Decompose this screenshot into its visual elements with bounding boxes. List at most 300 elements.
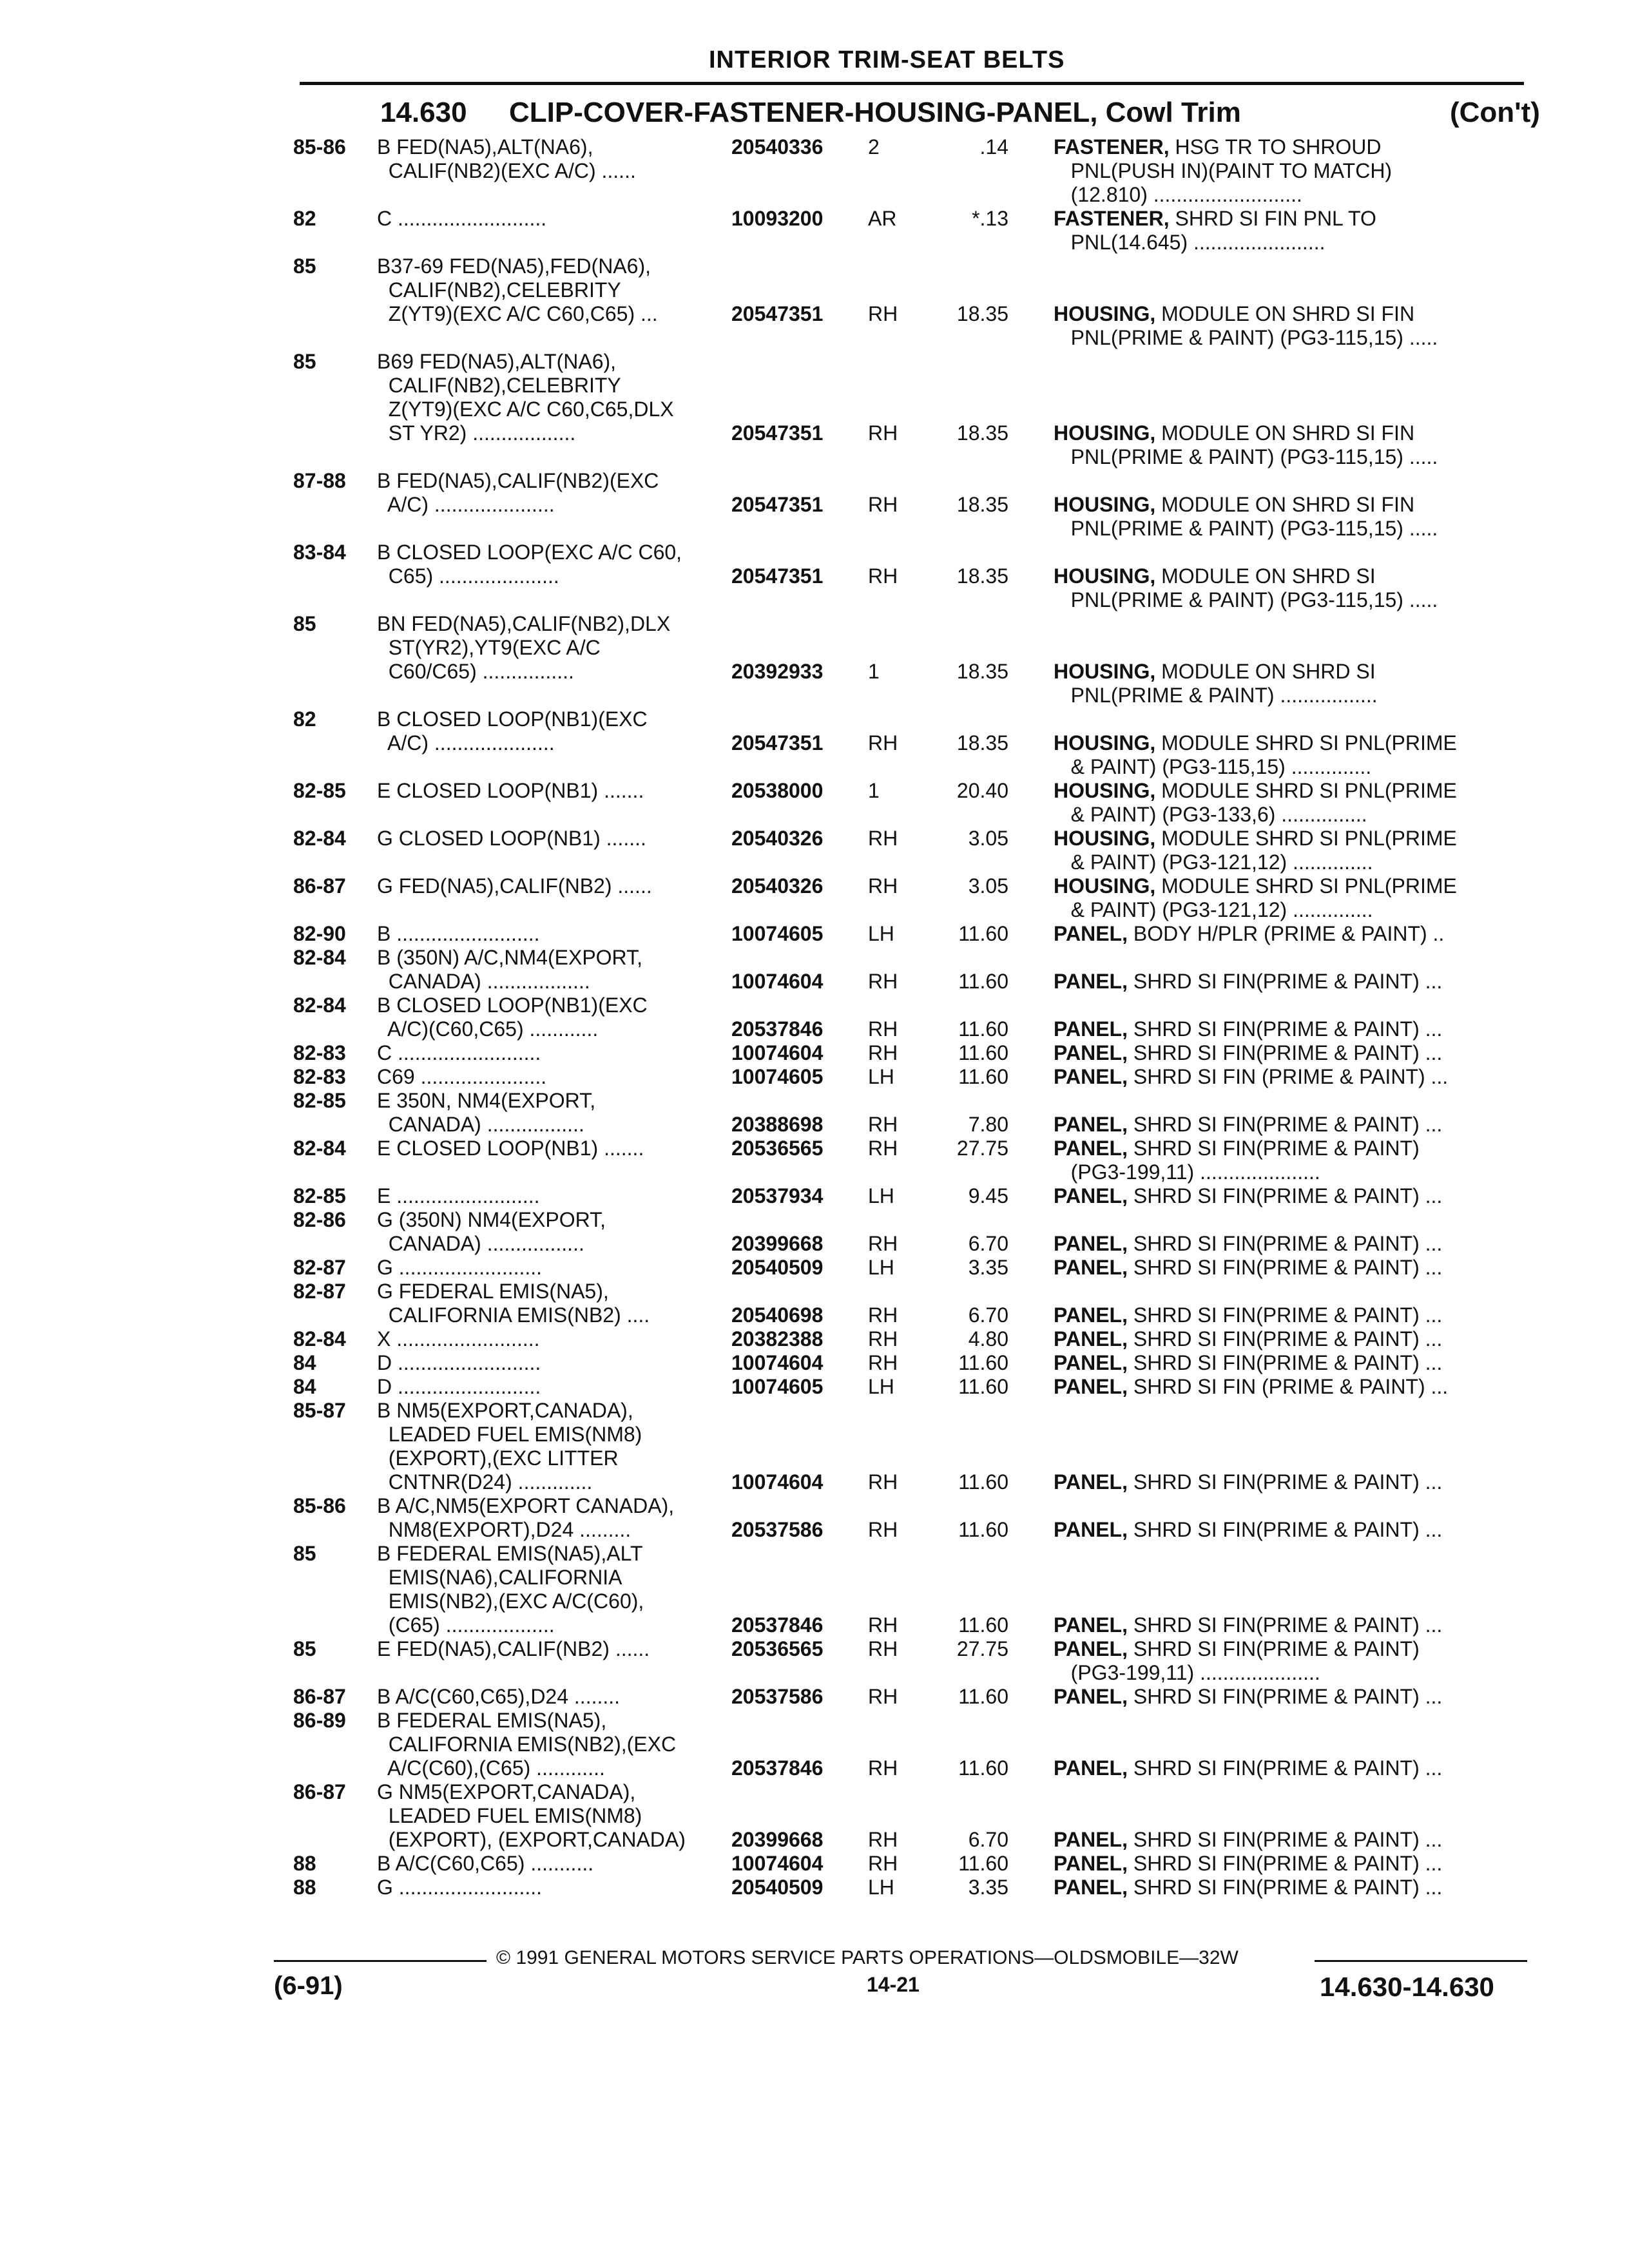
part-number: 10093200 xyxy=(731,207,824,230)
application: G CLOSED LOOP(NB1) ....... xyxy=(377,827,646,850)
part-entry xyxy=(293,1542,1530,1637)
part-description xyxy=(1054,1518,1530,1542)
part-noun: PANEL, xyxy=(1054,1041,1128,1064)
part-entry xyxy=(293,707,1530,779)
price: 18.35 xyxy=(956,564,1008,588)
part-noun: HOUSING, xyxy=(1054,827,1156,850)
part-description xyxy=(1054,922,1530,946)
application: B (350N) A/C,NM4(EXPORT, CANADA) .................. xyxy=(377,946,642,993)
price: 18.35 xyxy=(956,731,1008,754)
part-entry xyxy=(293,1089,1530,1137)
part-number: 20536565 xyxy=(731,1637,824,1660)
part-number: 20536565 xyxy=(731,1137,824,1160)
page-number: 14-21 xyxy=(867,1973,920,1996)
application: B CLOSED LOOP(NB1)(EXC A/C) ..................... xyxy=(377,707,648,754)
quantity: RH xyxy=(868,1637,898,1660)
part-entry xyxy=(293,1709,1530,1780)
part-modifier: SHRD SI FIN(PRIME & PAINT) ... xyxy=(1127,1327,1443,1350)
model-years: 82-84 xyxy=(293,994,346,1017)
price: 18.35 xyxy=(956,302,1008,325)
price: 27.75 xyxy=(956,1637,1008,1660)
price: 3.05 xyxy=(968,874,1008,898)
application: E FED(NA5),CALIF(NB2) ...... xyxy=(377,1637,650,1660)
part-number: 20547351 xyxy=(731,493,824,516)
part-entry xyxy=(293,946,1530,994)
price: 11.60 xyxy=(958,1685,1008,1708)
price: 11.60 xyxy=(958,1756,1008,1780)
application: B CLOSED LOOP(EXC A/C C60, C65) ..................... xyxy=(377,541,682,588)
part-number: 10074605 xyxy=(731,922,824,945)
price: 18.35 xyxy=(956,493,1008,516)
part-number: 10074604 xyxy=(731,1470,824,1494)
part-description xyxy=(1054,1685,1530,1709)
part-noun: PANEL, xyxy=(1054,1232,1128,1255)
part-description xyxy=(1054,1232,1530,1256)
application: BN FED(NA5),CALIF(NB2),DLX ST(YR2),YT9(EXC A/C C60/C65) ................ xyxy=(377,612,671,683)
price: 6.70 xyxy=(968,1828,1008,1851)
part-noun: HOUSING, xyxy=(1054,421,1156,445)
part-number: 10074604 xyxy=(731,970,824,993)
model-years: 82-87 xyxy=(293,1256,346,1279)
application: X ......................... xyxy=(377,1327,540,1350)
part-description xyxy=(1054,135,1530,207)
part-description xyxy=(1054,421,1530,469)
part-entry xyxy=(293,1876,1530,1899)
price: 11.60 xyxy=(958,1613,1008,1637)
application: B A/C(C60,C65) ........... xyxy=(377,1852,594,1875)
part-entry xyxy=(293,1256,1530,1280)
model-years: 85-86 xyxy=(293,135,346,159)
parts-list xyxy=(293,135,1530,1899)
part-description xyxy=(1054,1184,1530,1208)
part-number: 20399668 xyxy=(731,1828,824,1851)
model-years: 86-87 xyxy=(293,874,346,898)
quantity: RH xyxy=(868,564,898,588)
part-description xyxy=(1054,660,1530,707)
part-modifier: SHRD SI FIN (PRIME & PAINT) ... xyxy=(1127,1065,1449,1088)
part-description xyxy=(1054,970,1530,994)
model-years: 85-86 xyxy=(293,1494,346,1517)
part-number: 20540509 xyxy=(731,1876,824,1899)
part-number: 20540326 xyxy=(731,827,824,850)
quantity: 2 xyxy=(868,135,880,159)
quantity: RH xyxy=(868,970,898,993)
part-noun: HOUSING, xyxy=(1054,779,1156,802)
part-number: 20547351 xyxy=(731,564,824,588)
application: D ......................... xyxy=(377,1351,541,1374)
part-description xyxy=(1054,827,1530,874)
price: 3.05 xyxy=(968,827,1008,850)
model-years: 82-85 xyxy=(293,779,346,802)
model-years: 85 xyxy=(293,612,316,635)
model-years: 87-88 xyxy=(293,469,346,492)
quantity: RH xyxy=(868,1041,898,1064)
part-entry xyxy=(293,1351,1530,1375)
application: D ......................... xyxy=(377,1375,541,1398)
part-noun: PANEL, xyxy=(1054,970,1128,993)
price: .14 xyxy=(979,135,1008,159)
model-years: 83-84 xyxy=(293,541,346,564)
part-entry xyxy=(293,874,1530,922)
price: 6.70 xyxy=(968,1303,1008,1327)
model-years: 82 xyxy=(293,207,316,230)
price: 18.35 xyxy=(956,660,1008,683)
application: G FEDERAL EMIS(NA5), CALIFORNIA EMIS(NB2) .... xyxy=(377,1280,650,1327)
application: B NM5(EXPORT,CANADA), LEADED FUEL EMIS(NM8) (EXPORT),(EXC LITTER CNTNR(D24) ............. xyxy=(377,1399,642,1494)
part-noun: PANEL, xyxy=(1054,1137,1128,1160)
application: G NM5(EXPORT,CANADA), LEADED FUEL EMIS(NM8) (EXPORT), (EXPORT,CANADA) xyxy=(377,1780,686,1851)
quantity: LH xyxy=(868,1375,894,1398)
quantity: LH xyxy=(868,1256,894,1279)
part-number: 20537586 xyxy=(731,1685,824,1708)
price: 11.60 xyxy=(958,1041,1008,1064)
price: 3.35 xyxy=(968,1256,1008,1279)
quantity: RH xyxy=(868,1232,898,1255)
part-noun: PANEL, xyxy=(1054,1256,1128,1279)
part-number: 10074604 xyxy=(731,1351,824,1374)
part-entry xyxy=(293,1852,1530,1876)
part-number: 10074604 xyxy=(731,1852,824,1875)
part-entry xyxy=(293,922,1530,946)
part-description xyxy=(1054,302,1530,350)
price: 7.80 xyxy=(968,1113,1008,1136)
price: *.13 xyxy=(972,207,1008,230)
part-modifier: MODULE SHRD SI PNL(PRIME & PAINT) (PG3-115,15) .............. xyxy=(1070,731,1457,778)
part-number: 20392933 xyxy=(731,660,824,683)
price: 11.60 xyxy=(958,922,1008,945)
quantity: RH xyxy=(868,1756,898,1780)
part-description xyxy=(1054,1470,1530,1494)
part-number: 20540326 xyxy=(731,874,824,898)
part-noun: PANEL, xyxy=(1054,1756,1128,1780)
part-description xyxy=(1054,1852,1530,1876)
quantity: RH xyxy=(868,827,898,850)
application: G ......................... xyxy=(377,1876,543,1899)
part-description xyxy=(1054,1256,1530,1280)
part-description xyxy=(1054,1828,1530,1852)
price: 11.60 xyxy=(958,1518,1008,1541)
part-modifier: MODULE SHRD SI PNL(PRIME & PAINT) (PG3-133,6) ............... xyxy=(1070,779,1457,826)
model-years: 82 xyxy=(293,707,316,731)
part-number: 10074605 xyxy=(731,1065,824,1088)
quantity: LH xyxy=(868,1184,894,1207)
page-header-title: INTERIOR TRIM-SEAT BELTS xyxy=(709,46,1065,73)
application: E ......................... xyxy=(377,1184,540,1207)
quantity: RH xyxy=(868,1303,898,1327)
copyright-notice: © 1991 GENERAL MOTORS SERVICE PARTS OPERATIONS—OLDSMOBILE—32W xyxy=(496,1947,1239,1968)
model-years: 85-87 xyxy=(293,1399,346,1422)
application: E CLOSED LOOP(NB1) ....... xyxy=(377,779,644,802)
part-description xyxy=(1054,1375,1530,1399)
part-entry xyxy=(293,350,1530,469)
part-noun: PANEL, xyxy=(1054,1470,1128,1494)
part-description xyxy=(1054,1613,1530,1637)
model-years: 85 xyxy=(293,1637,316,1660)
part-description xyxy=(1054,493,1530,541)
application: B37-69 FED(NA5),FED(NA6), CALIF(NB2),CELEBRITY Z(YT9)(EXC A/C C60,C65) ... xyxy=(377,255,658,325)
part-modifier: SHRD SI FIN(PRIME & PAINT) ... xyxy=(1127,970,1443,993)
part-description xyxy=(1054,779,1530,827)
part-number: 20537934 xyxy=(731,1184,824,1207)
part-entry xyxy=(293,1137,1530,1184)
application: B A/C(C60,C65),D24 ........ xyxy=(377,1685,621,1708)
part-modifier: MODULE ON SHRD SI FIN PNL(PRIME & PAINT) (PG3-115,15) ..... xyxy=(1070,493,1438,540)
price: 11.60 xyxy=(958,1017,1008,1041)
part-number: 10074605 xyxy=(731,1375,824,1398)
model-years: 84 xyxy=(293,1351,316,1374)
part-noun: PANEL, xyxy=(1054,1685,1128,1708)
part-modifier: SHRD SI FIN(PRIME & PAINT) ... xyxy=(1127,1613,1443,1637)
part-number: 20540698 xyxy=(731,1303,824,1327)
quantity: RH xyxy=(868,1327,898,1350)
part-description xyxy=(1054,1017,1530,1041)
price: 3.35 xyxy=(968,1876,1008,1899)
part-modifier: SHRD SI FIN(PRIME & PAINT) ... xyxy=(1127,1041,1443,1064)
part-entry xyxy=(293,1780,1530,1852)
model-years: 82-84 xyxy=(293,827,346,850)
footer-rule-right xyxy=(1315,1960,1527,1962)
part-description xyxy=(1054,1113,1530,1137)
quantity: RH xyxy=(868,1518,898,1541)
part-number: 10074604 xyxy=(731,1041,824,1064)
part-entry xyxy=(293,135,1530,207)
application: B A/C,NM5(EXPORT CANADA), NM8(EXPORT),D24 ......... xyxy=(377,1494,675,1541)
part-entry xyxy=(293,827,1530,874)
part-number: 20537846 xyxy=(731,1756,824,1780)
model-years: 85 xyxy=(293,255,316,278)
part-entry xyxy=(293,255,1530,350)
part-modifier: MODULE ON SHRD SI FIN PNL(PRIME & PAINT) (PG3-115,15) ..... xyxy=(1070,421,1438,468)
application: B CLOSED LOOP(NB1)(EXC A/C)(C60,C65) ............ xyxy=(377,994,648,1041)
quantity: LH xyxy=(868,1876,894,1899)
application: G (350N) NM4(EXPORT, CANADA) ................. xyxy=(377,1208,606,1255)
part-noun: HOUSING, xyxy=(1054,564,1156,588)
part-modifier: SHRD SI FIN(PRIME & PAINT) ... xyxy=(1127,1685,1443,1708)
part-modifier: SHRD SI FIN(PRIME & PAINT) ... xyxy=(1127,1017,1443,1041)
application: B ......................... xyxy=(377,922,540,945)
quantity: RH xyxy=(868,1113,898,1136)
group-number: 14.630 xyxy=(380,97,467,128)
part-noun: PANEL, xyxy=(1054,1017,1128,1041)
price: 11.60 xyxy=(958,1470,1008,1494)
part-noun: PANEL, xyxy=(1054,922,1128,945)
quantity: RH xyxy=(868,302,898,325)
model-years: 86-89 xyxy=(293,1709,346,1732)
part-entry xyxy=(293,1280,1530,1327)
part-noun: PANEL, xyxy=(1054,1351,1128,1374)
part-modifier: SHRD SI FIN(PRIME & PAINT) ... xyxy=(1127,1232,1443,1255)
part-description xyxy=(1054,731,1530,779)
model-years: 82-84 xyxy=(293,1327,346,1350)
part-entry xyxy=(293,1065,1530,1089)
model-years: 85 xyxy=(293,1542,316,1565)
group-title: CLIP-COVER-FASTENER-HOUSING-PANEL, Cowl Trim xyxy=(509,97,1241,128)
model-years: 82-83 xyxy=(293,1065,346,1088)
model-years: 82-86 xyxy=(293,1208,346,1231)
quantity: LH xyxy=(868,922,894,945)
footer-rule-left xyxy=(274,1960,487,1962)
part-modifier: HSG TR TO SHROUD PNL(PUSH IN)(PAINT TO MATCH) (12.810) .......................... xyxy=(1070,135,1393,206)
part-modifier: SHRD SI FIN(PRIME & PAINT) ... xyxy=(1127,1876,1443,1899)
part-description xyxy=(1054,1065,1530,1089)
model-years: 82-85 xyxy=(293,1184,346,1207)
part-modifier: SHRD SI FIN(PRIME & PAINT) ... xyxy=(1127,1756,1443,1780)
part-modifier: SHRD SI FIN(PRIME & PAINT) ... xyxy=(1127,1351,1443,1374)
quantity: RH xyxy=(868,1017,898,1041)
part-description xyxy=(1054,1876,1530,1899)
part-description xyxy=(1054,1327,1530,1351)
model-years: 88 xyxy=(293,1876,316,1899)
part-number: 20540336 xyxy=(731,135,824,159)
part-modifier: BODY H/PLR (PRIME & PAINT) .. xyxy=(1127,922,1445,945)
part-noun: PANEL, xyxy=(1054,1828,1128,1851)
quantity: 1 xyxy=(868,779,880,802)
part-description xyxy=(1054,1303,1530,1327)
quantity: RH xyxy=(868,731,898,754)
header-rule xyxy=(300,82,1524,85)
part-number: 20547351 xyxy=(731,421,824,445)
quantity: RH xyxy=(868,1137,898,1160)
part-modifier: SHRD SI FIN(PRIME & PAINT) ... xyxy=(1127,1303,1443,1327)
application: B69 FED(NA5),ALT(NA6), CALIF(NB2),CELEBRITY Z(YT9)(EXC A/C C60,C65,DLX ST YR2) .................. xyxy=(377,350,674,445)
part-number: 20538000 xyxy=(731,779,824,802)
part-entry xyxy=(293,1399,1530,1494)
price: 11.60 xyxy=(958,1375,1008,1398)
model-years: 82-84 xyxy=(293,946,346,969)
part-noun: PANEL, xyxy=(1054,1518,1128,1541)
part-modifier: SHRD SI FIN(PRIME & PAINT) ... xyxy=(1127,1828,1443,1851)
application: C ......................... xyxy=(377,1041,541,1064)
part-modifier: SHRD SI FIN(PRIME & PAINT) ... xyxy=(1127,1470,1443,1494)
price: 11.60 xyxy=(958,1852,1008,1875)
part-modifier: MODULE ON SHRD SI FIN PNL(PRIME & PAINT) (PG3-115,15) ..... xyxy=(1070,302,1438,349)
part-modifier: MODULE SHRD SI PNL(PRIME & PAINT) (PG3-121,12) .............. xyxy=(1070,874,1457,921)
model-years: 82-87 xyxy=(293,1280,346,1303)
part-entry xyxy=(293,469,1530,541)
quantity: RH xyxy=(868,421,898,445)
part-noun: PANEL, xyxy=(1054,1876,1128,1899)
part-number: 20382388 xyxy=(731,1327,824,1350)
part-entry xyxy=(293,779,1530,827)
quantity: LH xyxy=(868,1065,894,1088)
part-number: 20537846 xyxy=(731,1613,824,1637)
quantity: RH xyxy=(868,493,898,516)
part-noun: HOUSING, xyxy=(1054,493,1156,516)
part-number: 20388698 xyxy=(731,1113,824,1136)
part-entry xyxy=(293,1327,1530,1351)
part-noun: PANEL, xyxy=(1054,1303,1128,1327)
part-entry xyxy=(293,541,1530,612)
part-modifier: SHRD SI FIN(PRIME & PAINT) ... xyxy=(1127,1184,1443,1207)
model-years: 88 xyxy=(293,1852,316,1875)
part-noun: PANEL, xyxy=(1054,1065,1128,1088)
part-modifier: SHRD SI FIN PNL TO PNL(14.645) ....................... xyxy=(1070,207,1376,254)
group-continued: (Con't) xyxy=(1450,97,1540,128)
application: B FEDERAL EMIS(NA5),ALT EMIS(NA6),CALIFORNIA EMIS(NB2),(EXC A/C(C60), (C65) ................... xyxy=(377,1542,644,1637)
part-number: 20537586 xyxy=(731,1518,824,1541)
application: B FEDERAL EMIS(NA5), CALIFORNIA EMIS(NB2),(EXC A/C(C60),(C65) ............ xyxy=(377,1709,677,1780)
group-range: 14.630-14.630 xyxy=(1320,1972,1494,2002)
price: 18.35 xyxy=(956,421,1008,445)
part-entry xyxy=(293,1685,1530,1709)
part-noun: PANEL, xyxy=(1054,1327,1128,1350)
application: C .......................... xyxy=(377,207,547,230)
part-description xyxy=(1054,1041,1530,1065)
application: B FED(NA5),ALT(NA6), CALIF(NB2)(EXC A/C) ...... xyxy=(377,135,636,182)
model-years: 84 xyxy=(293,1375,316,1398)
part-noun: FASTENER, xyxy=(1054,207,1170,230)
part-description xyxy=(1054,1756,1530,1780)
quantity: AR xyxy=(868,207,897,230)
quantity: RH xyxy=(868,1828,898,1851)
part-description xyxy=(1054,207,1530,255)
model-years: 82-84 xyxy=(293,1137,346,1160)
part-noun: PANEL, xyxy=(1054,1375,1128,1398)
part-number: 20399668 xyxy=(731,1232,824,1255)
part-modifier: SHRD SI FIN(PRIME & PAINT) ... xyxy=(1127,1518,1443,1541)
part-entry xyxy=(293,207,1530,255)
model-years: 82-90 xyxy=(293,922,346,945)
application: G ......................... xyxy=(377,1256,543,1279)
part-noun: PANEL, xyxy=(1054,1637,1128,1660)
quantity: RH xyxy=(868,874,898,898)
part-entry xyxy=(293,1637,1530,1685)
part-modifier: SHRD SI FIN(PRIME & PAINT) (PG3-199,11) ..................... xyxy=(1070,1637,1420,1684)
part-noun: PANEL, xyxy=(1054,1852,1128,1875)
model-years: 86-87 xyxy=(293,1780,346,1803)
part-number: 20547351 xyxy=(731,302,824,325)
part-noun: HOUSING, xyxy=(1054,731,1156,754)
part-description xyxy=(1054,874,1530,922)
price: 20.40 xyxy=(956,779,1008,802)
part-modifier: SHRD SI FIN(PRIME & PAINT) ... xyxy=(1127,1113,1443,1136)
price: 4.80 xyxy=(968,1327,1008,1350)
price: 11.60 xyxy=(958,1351,1008,1374)
revision-date: (6-91) xyxy=(274,1972,343,2000)
application: B FED(NA5),CALIF(NB2)(EXC A/C) ..................... xyxy=(377,469,659,516)
part-modifier: SHRD SI FIN(PRIME & PAINT) ... xyxy=(1127,1852,1443,1875)
part-noun: PANEL, xyxy=(1054,1184,1128,1207)
part-entry xyxy=(293,1494,1530,1542)
part-entry xyxy=(293,612,1530,707)
part-noun: HOUSING, xyxy=(1054,874,1156,898)
quantity: RH xyxy=(868,1852,898,1875)
model-years: 82-85 xyxy=(293,1089,346,1112)
part-noun: PANEL, xyxy=(1054,1113,1128,1136)
part-modifier: SHRD SI FIN(PRIME & PAINT) (PG3-199,11) ..................... xyxy=(1070,1137,1420,1184)
part-entry xyxy=(293,1208,1530,1256)
part-noun: FASTENER, xyxy=(1054,135,1170,159)
part-noun: PANEL, xyxy=(1054,1613,1128,1637)
part-modifier: SHRD SI FIN (PRIME & PAINT) ... xyxy=(1127,1375,1449,1398)
part-modifier: MODULE ON SHRD SI PNL(PRIME & PAINT) ................. xyxy=(1070,660,1378,707)
price: 11.60 xyxy=(958,1065,1008,1088)
model-years: 82-83 xyxy=(293,1041,346,1064)
application: G FED(NA5),CALIF(NB2) ...... xyxy=(377,874,652,898)
part-number: 20540509 xyxy=(731,1256,824,1279)
part-noun: HOUSING, xyxy=(1054,660,1156,683)
quantity: RH xyxy=(868,1351,898,1374)
price: 9.45 xyxy=(968,1184,1008,1207)
price: 11.60 xyxy=(958,970,1008,993)
part-description xyxy=(1054,1351,1530,1375)
application: E CLOSED LOOP(NB1) ....... xyxy=(377,1137,644,1160)
price: 6.70 xyxy=(968,1232,1008,1255)
price: 27.75 xyxy=(956,1137,1008,1160)
quantity: RH xyxy=(868,1685,898,1708)
part-entry xyxy=(293,1041,1530,1065)
part-description xyxy=(1054,1137,1530,1184)
